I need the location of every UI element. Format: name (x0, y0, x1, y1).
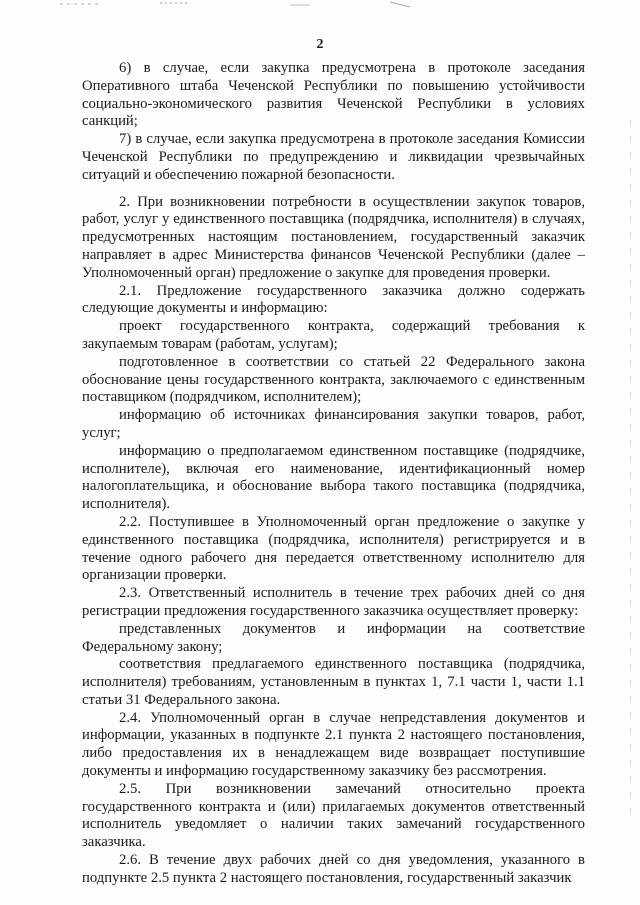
paragraph-clause-2-2: 2.2. Поступившее в Уполномоченный орган предложение о закупке у единственного поставщика (подрядчика, исполнителя) регистрируется и в течение одного рабочего дня передается ответственному исполнителю для организации проверки. (82, 513, 585, 584)
paragraph-funding-sources: информацию об источниках финансирования закупки товаров, работ, услуг; (82, 407, 585, 441)
paragraph-clause-2-6: 2.6. В течение двух рабочих дней со дня уведомления, указанного в подпункте 2.5 пункта 2 настоящего постановления, государственный заказчик (82, 852, 585, 886)
paragraph-clause-2-3: 2.3. Ответственный исполнитель в течение трех рабочих дней со дня регистрации предложения государственного заказчика осуществляет проверку: (82, 585, 585, 619)
paragraph-contract-draft: проект государственного контракта, содержащий требования к закупаемым товарам (работам, услугам); (82, 318, 585, 352)
page-number: 2 (316, 37, 324, 52)
scan-artifact-top (60, 0, 480, 10)
paragraph-clause-2: 2. При возникновении потребности в осуществлении закупок товаров, работ, услуг у единственного поставщика (подрядчика, исполнителя) в случаях, предусмотренных настоящим постановлением, государственный заказчик направляет в адрес Министерства финансов Чеченской Республики (далее – Уполномоченный орган) предложение о закупке для проведения проверки. (82, 193, 585, 281)
paragraph-item-6: 6) в случае, если закупка предусмотрена в протоколе заседания Оперативного штаба Чеченской Республики по повышению устойчивости социально-экономического развития Чеченской Республики в условиях санкций; (82, 60, 585, 130)
paragraph-clause-2-1: 2.1. Предложение государственного заказчика должно содержать следующие документы и информацию: (82, 282, 585, 317)
paragraph-docs-compliance: представленных документов и информации на соответствие Федеральному закону; (82, 620, 585, 655)
paragraph-supplier-compliance: соответствия предлагаемого единственного поставщика (подрядчика, исполнителя) требованиям, установленным в пунктах 1, 7.1 части 1, части 1.1 статьи 31 Федерального закона. (82, 656, 585, 708)
scan-edge-shadow (629, 120, 632, 820)
paragraph-item-7: 7) в случае, если закупка предусмотрена в протоколе заседания Комиссии Чеченской Республики по предупреждению и ликвидации чрезвычайных ситуаций и обеспечению пожарной безопасности. (82, 131, 585, 183)
paragraph-clause-2-5: 2.5. При возникновении замечаний относительно проекта государственного контракта и (или) прилагаемых документов ответственный исполнитель уведомляет о наличии таких замечаний государственного заказчика. (82, 780, 585, 851)
paragraph-clause-2-4: 2.4. Уполномоченный орган в случае непредставления документов и информации, указанных в подпункте 2.1 пункта 2 настоящего постановления, либо предоставления их в ненадлежащем виде возвращает поступившие документы и информацию государственному заказчику без рассмотрения. (82, 709, 585, 780)
paragraph-supplier-info: информацию о предполагаемом единственном поставщике (подрядчике, исполнителе), включая его наименование, идентификационный номер налогоплательщика, и обоснование выбора такого поставщика (подрядчика, исполнителя). (82, 442, 585, 513)
paragraph-price-justification: подготовленное в соответствии со статьей 22 Федерального закона обоснование цены государственного контракта, заключаемого с единственным поставщиком (подрядчиком, исполнителем); (82, 353, 585, 406)
document-body (82, 60, 585, 888)
